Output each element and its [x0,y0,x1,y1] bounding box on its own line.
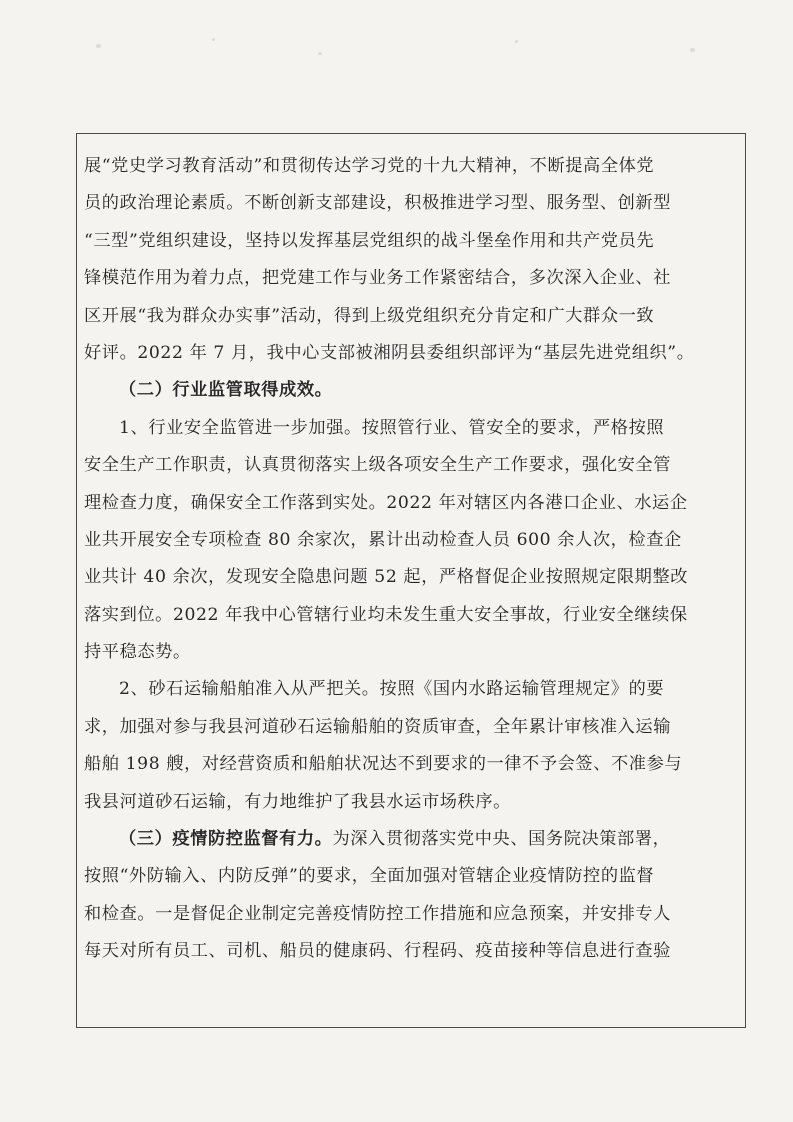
document-body [84,148,738,971]
paragraph-line: 1、行业安全监管进一步加强。按照管行业、管安全的要求，严格按照 [119,417,665,438]
scan-speck [96,44,101,48]
paragraph-line: 业共开展安全专项检查 80 余家次，累计出动检查人员 600 余人次，检查企 [84,529,682,550]
paragraph-line: 我县河道砂石运输，有力地维护了我县水运市场秩序。 [84,791,511,812]
paragraph-line [84,821,738,858]
section-heading: （三）疫情防控监督有力。 [119,829,333,850]
paragraph-line: 每天对所有员工、司机、船员的健康码、行程码、疫苗接种等信息进行查验 [84,941,671,962]
paragraph-line: 好评。2022 年 7 月，我中心支部被湘阴县委组织部评为“基层先进党组织”。 [84,342,695,363]
paragraph-line: 船舶 198 艘，对经营资质和船舶状况达不到要求的一律不予会签、不准参与 [84,754,683,775]
paragraph-line: 落实到位。2022 年我中心管辖行业均未发生重大安全事故，行业安全继续保 [84,604,688,625]
scan-speck [690,48,695,52]
paragraph-line: 求，加强对参与我县河道砂石运输船舶的资质审查，全年累计审核准入运输 [84,716,671,737]
paragraph-line: 和检查。一是督促企业制定完善疫情防控工作措施和应急预案，并安排专人 [84,903,671,924]
paragraph-line: 2、砂石运输船舶准入从严把关。按照《国内水路运输管理规定》的要 [119,679,665,700]
scan-speck [318,52,322,55]
section-heading: （二）行业监管取得成效。 [119,380,333,401]
paragraph-line: 安全生产工作职责，认真贯彻落实上级各项安全生产工作要求，强化安全管 [84,455,671,476]
paragraph-line: 员的政治理论素质。不断创新支部建设，积极推进学习型、服务型、创新型 [84,193,671,214]
paragraph-line: 业共计 40 余次，发现安全隐患问题 52 起，严格督促企业按照规定限期整改 [84,567,689,588]
paragraph-text: 为深入贯彻落实党中央、国务院决策部署， [332,829,671,850]
scan-speck [515,40,518,43]
paragraph-line: 理检查力度，确保安全工作落到实处。2022 年对辖区内各港口企业、水运企 [84,492,688,513]
paragraph-line: 展“党史学习教育活动”和贯彻传达学习党的十九大精神，不断提高全体党 [84,156,655,176]
paragraph-line: 锋模范作用为着力点，把党建工作与业务工作紧密结合，多次深入企业、社 [84,268,671,289]
paragraph-line: 持平稳态势。 [84,642,191,663]
paragraph-line: 区开展“我为群众办实事”活动，得到上级党组织充分肯定和广大群众一致 [84,305,655,326]
paragraph-line: “三型”党组织建设，坚持以发挥基层党组织的战斗堡垒作用和共产党员先 [84,230,655,251]
scan-speck [212,38,215,41]
paragraph-line: 按照“外防输入、内防反弹”的要求，全面加强对管辖企业疫情防控的监督 [84,866,655,887]
